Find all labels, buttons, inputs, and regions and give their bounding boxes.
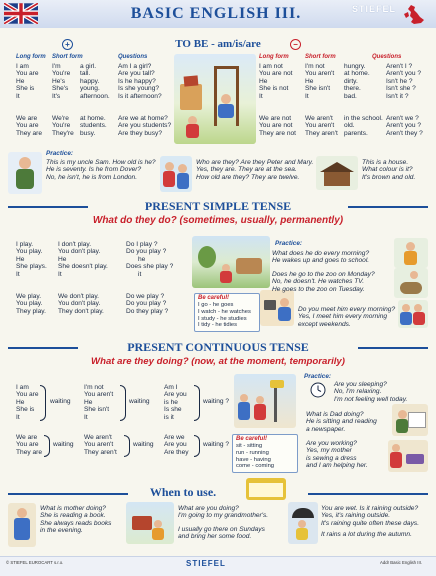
when-col-3: You are wet. Is it raining outside? Yes, it's raining outside. It's raining quite often these days. It rains a lot during the autumn. xyxy=(321,505,420,539)
tobe-negative-long-plural: We are not You are not They are not xyxy=(259,115,297,137)
col-header-neg-questions: Questions xyxy=(372,54,402,60)
minus-symbol: − xyxy=(290,39,301,50)
continuous-verb-negative-plural: waiting xyxy=(133,441,154,448)
zoo-illustration xyxy=(192,236,270,288)
tobe-practice-2: Who are they? Are they Peter and Mary. Yes, they are. They are at the sea. How old are they? They are twelve. xyxy=(196,159,314,181)
continuous-positive: I am You are He She is It xyxy=(16,384,39,421)
simple-practice-label: Practice: xyxy=(275,240,302,247)
mother-reading-illustration xyxy=(8,503,36,547)
col-header-neg-long-form: Long form xyxy=(259,54,289,60)
col-header-short-form: Short form xyxy=(52,54,83,60)
col-header-questions: Questions xyxy=(118,54,148,60)
uk-map-icon xyxy=(402,4,428,26)
when-rule-right xyxy=(308,493,428,495)
tobe-questions: Am I a girl? Are you tall? Is he happy? Is she young? Is it afternoon? xyxy=(118,63,162,100)
tobe-positive-complement-plural: at home. students. busy. xyxy=(80,115,107,137)
tobe-negative-complement-plural: in the school. old. parents. xyxy=(344,115,383,137)
tobe-practice-label: Practice: xyxy=(46,150,73,157)
continuous-verb-question: waiting ? xyxy=(203,398,230,405)
tobe-questions-plural: Are we at home? Are you students? Are they busy? xyxy=(118,115,172,137)
simple-careful-label: Be careful! xyxy=(198,295,230,301)
continuous-practice-2: What is Dad doing? He is sitting and reading a newspaper. xyxy=(306,411,377,433)
simple-positive: I play. You play. He She plays. It xyxy=(16,241,47,278)
brand-watermark: STIEFEL xyxy=(352,4,397,14)
continuous-brace-negative-plural xyxy=(124,435,130,457)
continuous-rule-right xyxy=(358,347,428,349)
family-tv-illustration xyxy=(260,290,294,326)
tobe-negative-long: I am not You are not He She is not It xyxy=(259,63,293,100)
calendar-illustration xyxy=(246,478,286,500)
tobe-negative-questions: Aren't I ? Aren't you ? Isn't he ? Isn't she ? Isn't it ? xyxy=(386,63,421,100)
continuous-rule-left xyxy=(8,347,78,349)
tobe-positive-long: I am You are He She is It xyxy=(16,63,39,100)
simple-practice-2: Does he go to the zoo on Monday? No, he doesn't. He watches TV. He goes to the zoo on Tuesday. xyxy=(272,271,375,293)
peter-mary-illustration xyxy=(160,156,192,192)
simple-negative-plural: We don't play. You don't play. They don't play. xyxy=(58,293,104,315)
present-simple-subtitle: What do they do? (sometimes, usually, permanently) xyxy=(92,215,344,226)
continuous-verb-positive: waiting xyxy=(50,398,71,405)
simple-rule-left xyxy=(8,206,88,208)
footer-right: Addr Basic English III. xyxy=(380,560,423,565)
continuous-careful-rules: sit - sitting run - running have - having come - coming xyxy=(236,443,275,470)
rain-illustration xyxy=(288,502,318,544)
tobe-positive-complement: a girl. tall. happy. young. afternoon. xyxy=(80,63,110,100)
when-to-use-title: When to use. xyxy=(149,485,217,499)
col-header-neg-short-form: Short form xyxy=(305,54,336,60)
tobe-negative-questions-plural: Aren't we ? Aren't you ? Aren't they ? xyxy=(386,115,423,137)
continuous-practice-label: Practice: xyxy=(304,373,331,380)
tobe-positive-long-plural: We are You are They are xyxy=(16,115,43,137)
footer-brand: STIEFEL xyxy=(186,559,226,568)
continuous-negative-plural: We aren't You aren't They aren't xyxy=(84,434,117,456)
continuous-careful-box xyxy=(232,434,298,473)
continuous-negative: I'm not You aren't He She isn't It xyxy=(84,384,114,421)
continuous-brace-positive xyxy=(40,385,46,421)
present-continuous-title: PRESENT CONTINUOUS TENSE xyxy=(127,340,309,354)
union-jack-flag-icon xyxy=(4,3,38,24)
continuous-practice-3: Are you working? Yes, my mother is sewing a dress and I am helping her. xyxy=(306,440,368,470)
clock-icon xyxy=(310,382,326,398)
present-simple-title: PRESENT SIMPLE TENSE xyxy=(144,199,292,213)
col-header-long-form: Long form xyxy=(16,54,46,60)
simple-questions: Do I play ? Do you play ? he Does she play ? it xyxy=(126,241,174,278)
continuous-brace-positive-plural xyxy=(44,435,50,457)
simple-negative: I don't play. You don't play. He She doesn't play. It xyxy=(58,241,108,278)
uncle-sam-illustration xyxy=(8,152,42,194)
simple-rule-right xyxy=(348,206,428,208)
zoo-boy-illustration xyxy=(394,268,428,298)
boy-school-illustration xyxy=(394,238,428,268)
plus-symbol: + xyxy=(62,39,73,50)
tobe-positive-short-plural: We're You're They're xyxy=(52,115,74,137)
simple-practice-1: What does he do every morning? He wakes up and goes to school. xyxy=(272,250,370,265)
when-col-1: What is mother doing? She is reading a book. She always reads books in the evening. xyxy=(40,505,112,535)
bus-stop-illustration xyxy=(234,374,296,428)
simple-careful-box xyxy=(194,293,260,332)
simple-practice-3: Do you meet him every morning? Yes, I meet him every morning except weekends. xyxy=(298,306,396,328)
continuous-verb-negative: waiting xyxy=(129,398,150,405)
playground-illustration xyxy=(174,54,256,144)
tobe-positive-short: I'm You're He's She's It's xyxy=(52,63,71,100)
grandmother-trip-illustration xyxy=(126,502,174,544)
continuous-brace-negative xyxy=(120,385,126,421)
sewing-illustration xyxy=(388,440,428,472)
house-illustration xyxy=(316,156,358,190)
continuous-verb-positive-plural: waiting xyxy=(53,441,74,448)
footer-left: © STIEFEL EUROCART s.r.o. xyxy=(6,560,64,565)
dad-reading-illustration xyxy=(392,404,428,436)
continuous-positive-plural: We are You are They are xyxy=(16,434,43,456)
tobe-practice-3: This is a house. What colour is it? It's brown and old. xyxy=(362,159,416,181)
continuous-careful-label: Be careful! xyxy=(236,436,268,442)
to-be-title: TO BE - am/is/are xyxy=(175,38,261,50)
meeting-illustration xyxy=(398,300,428,328)
tobe-negative-short-plural: We aren't You aren't They aren't xyxy=(305,115,338,137)
present-continuous-subtitle: What are they doing? (now, at the moment, temporarily) xyxy=(91,356,345,367)
continuous-questions: Am I Are you is he Is she is it xyxy=(164,384,187,421)
continuous-questions-plural: Are we Are you Are they xyxy=(164,434,189,456)
continuous-verb-question-plural: waiting ? xyxy=(203,441,230,448)
simple-careful-rules: I go - he goes I watch - he watches I study - he studies I tidy - he tidies xyxy=(198,302,251,329)
tobe-practice-1: This is my uncle Sam. How old is he? He is seventy. Is he from Dover? No, he isn't, he is from London. xyxy=(46,159,156,181)
simple-positive-plural: We play. You play. They play. xyxy=(16,293,46,315)
simple-questions-plural: Do we play ? Do you play ? Do they play ? xyxy=(126,293,169,315)
continuous-brace-questions xyxy=(194,385,200,421)
page-title: BASIC ENGLISH III. xyxy=(130,5,302,22)
tobe-negative-complement: hungry. at home. dirty. there. bad. xyxy=(344,63,370,100)
tobe-negative-short: I'm not You aren't He She isn't It xyxy=(305,63,335,100)
when-col-2: What are you doing? I'm going to my grandmother's. I usually go there on Sundays and bring her some food. xyxy=(178,505,269,541)
continuous-brace-questions-plural xyxy=(194,435,200,457)
continuous-practice-1: Are you sleeping? No, I'm relaxing. I'm not feeling well today. xyxy=(334,381,408,403)
when-rule-left xyxy=(8,493,128,495)
